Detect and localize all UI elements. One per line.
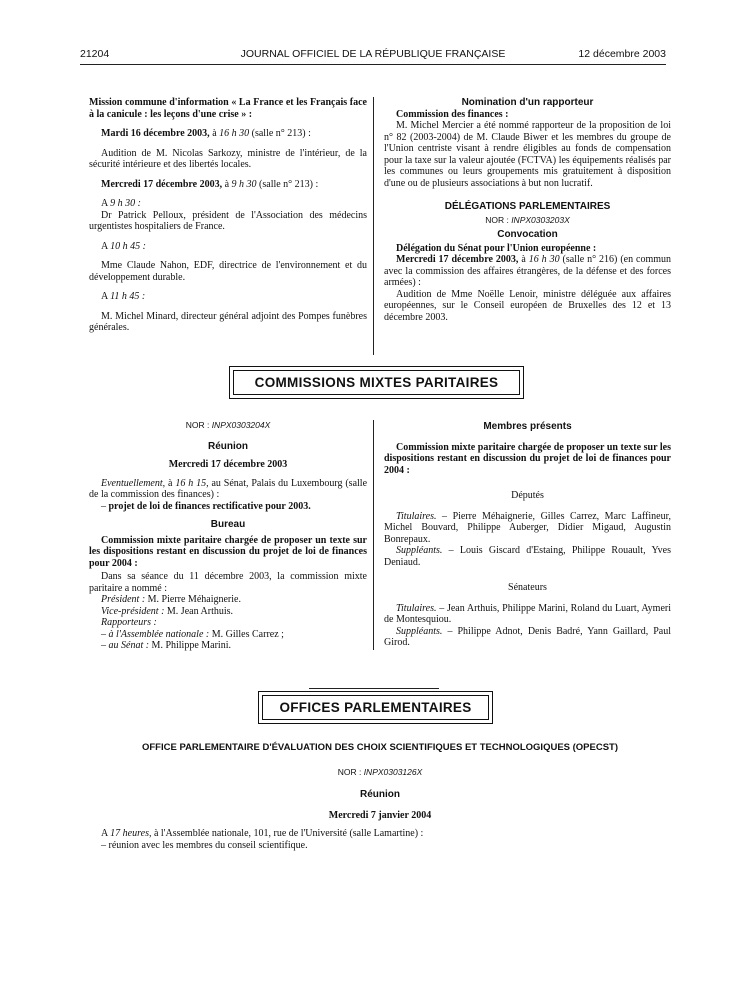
slot3-time: A 11 h 45 : [101,291,146,302]
senateurs-titulaires: Titulaires. – Jean Arthuis, Philippe Marini, Roland du Luart, Aymeri de Montesquiou. [384,602,672,625]
day2-line: Mercredi 17 décembre 2003, à 9 h 30 (salle n° 213) : [101,178,319,190]
president-line: Président : M. Pierre Méhaignerie. [101,594,241,605]
rapporteur-an: – à l'Assemblée nationale : M. Gilles Carrez ; [101,628,284,640]
journal-title: JOURNAL OFFICIEL DE LA RÉPUBLIQUE FRANÇAISE [240,48,506,60]
slot1-time: A 9 h 30 : [101,198,142,209]
cmp-left-column [89,420,367,652]
header-rule [80,64,666,65]
nomination-text: M. Michel Mercier a été nommé rapporteur de la proposition de loi n° 82 (2003-2004) de M. Claude Biwer et les membres du groupe de l'Union centriste visant à rendre éligibles au fonds de compensation pour la taxe sur la valeur ajoutée (FCTVA) les équipements réalisés par les communes ou leurs groupements mis gratuitement à disposition d'une ou de plusieurs associations à but non lucratif. [384,120,671,189]
separator-rule [309,688,439,689]
day1-line: Mardi 16 décembre 2003, à 16 h 30 (salle n° 213) : [101,128,311,139]
column-divider-top [373,97,374,355]
commission-finances: Commission des finances : [396,108,509,120]
issue-date: 12 décembre 2003 [578,48,666,60]
delegation-date: Mercredi 17 décembre 2003, à 16 h 30 (salle n° 216) (en commun avec la commission des affaires étrangères, de la défense et des forces armées) : [384,254,672,288]
opecst-heading: OFFICE PARLEMENTAIRE D'ÉVALUATION DES CHOIX SCIENTIFIQUES ET TECHNOLOGIQUES (OPECST) [141,742,619,753]
deputes-suppleants: Suppléants. – Louis Giscard d'Estaing, Philippe Rouault, Yves Deniaud. [384,545,671,568]
nomination-heading: Nomination d'un rapporteur [461,97,594,108]
offices-section [89,742,671,851]
offices-line1: A 17 heures, à l'Assemblée nationale, 101, rue de l'Université (salle Lamartine) : [101,828,424,839]
cmp-right-column [384,421,671,649]
delegations-heading: DÉLÉGATIONS PARLEMENTAIRES [444,201,611,212]
convocation-heading: Convocation [497,229,558,240]
projet-line: – projet de loi de finances rectificative pour 2003. [101,500,311,512]
nor-offices: NOR : INPX0303126X [337,766,423,777]
offices-title-box [258,691,493,724]
nor-delegations: NOR : INPX0303203X [485,214,570,225]
reunion-heading: Réunion [208,440,248,452]
rapporteurs-label: Rapporteurs : [101,617,157,628]
cmp-title-box [229,366,524,399]
delegation-text: Audition de Mme Noëlle Lenoir, ministre déléguée aux affaires européennes, sur le Conseil européen de Bruxelles des 12 et 13 décembre 2003. [384,288,671,323]
deputes-heading: Députés [511,490,544,501]
seance-text: Dans sa séance du 11 décembre 2003, la commission mixte paritaire a nommé : [89,571,367,594]
offices-title: OFFICES PARLEMENTAIRES [279,700,472,715]
deputes-titulaires: Titulaires. – Pierre Méhaignerie, Gilles Carrez, Marc Laffineur, Michel Bouvard, Philippe Auberger, Didier Migaud, Augustin Bonrepaux. [384,510,671,545]
vice-president-line: Vice-président : M. Jean Arthuis. [101,605,234,617]
membres-commission-title: Commission mixte paritaire chargée de proposer un texte sur les dispositions restant en discussion du projet de loi de finances pour 2004 : [384,441,671,476]
membres-heading: Membres présents [483,421,572,432]
mission-title: Mission commune d'information « La France et les Français face à la canicule : les leçons d'une crise » : [89,97,367,120]
page-header [80,48,666,62]
cmp-title: COMMISSIONS MIXTES PARITAIRES [254,375,499,390]
nomination-section [384,97,671,323]
reunion-date: Mercredi 17 décembre 2003 [168,459,288,470]
column-divider-cmp [373,420,374,650]
senateurs-suppleants: Suppléants. – Philippe Adnot, Denis Badré, Yann Gaillard, Paul Girod. [384,625,672,648]
slot2-time: A 10 h 45 : [101,240,147,252]
offices-reunion-heading: Réunion [360,789,400,800]
rapporteur-senat: – au Sénat : M. Philippe Marini. [101,640,231,651]
page-number: 21204 [80,48,110,60]
eventuellement-line: Eventuellement, à 16 h 15, au Sénat, Palais du Luxembourg (salle de la commission des finances) : [89,477,368,500]
offices-reunion-date: Mercredi 7 janvier 2004 [328,809,432,821]
slot3-text: M. Michel Minard, directeur général adjoint des Pompes funèbres générales. [89,310,367,333]
day1-text: Audition de M. Nicolas Sarkozy, ministre de l'intérieur, de la sécurité intérieure et des libertés locales. [89,147,367,170]
mission-section [89,97,367,334]
nor-cmp: NOR : INPX0303204X [185,420,271,430]
offices-line2: – réunion avec les membres du conseil scientifique. [101,839,308,851]
slot1-text: Dr Patrick Pelloux, président de l'Association des médecins urgentistes hospitaliers de France. [89,209,367,232]
slot2-text: Mme Claude Nahon, EDF, directrice de l'environnement et du développement durable. [89,260,367,283]
senateurs-heading: Sénateurs [508,582,547,593]
cmp-commission-title: Commission mixte paritaire chargée de proposer un texte sur les dispositions restant en discussion du projet de loi de finances pour 2004 : [89,534,367,569]
bureau-heading: Bureau [210,519,246,530]
delegation-name: Délégation du Sénat pour l'Union européenne : [396,242,597,254]
